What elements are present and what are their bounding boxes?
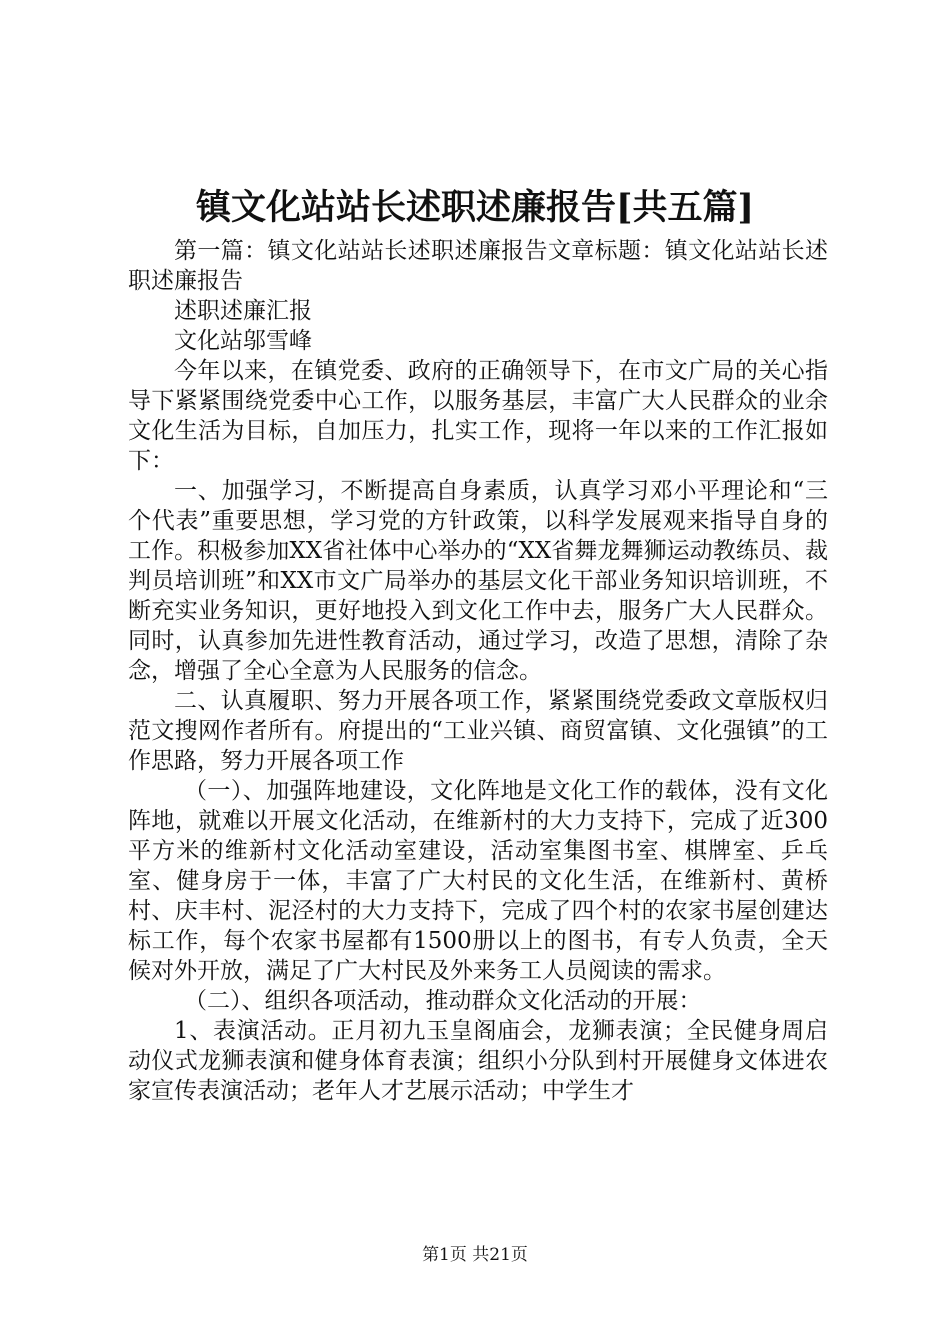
paragraph-author: 文化站邬雪峰 bbox=[174, 328, 312, 354]
document-title: 镇文化站站长述职述廉报告[共五篇] bbox=[195, 187, 755, 228]
paragraph-chapter-heading: 第一篇：镇文化站站长述职述廉报告文章标题：镇文化站站长述职述廉报告 bbox=[128, 238, 828, 294]
paragraph-report-name: 述职述廉汇报 bbox=[174, 298, 312, 324]
paragraph-subsection-2: （二）、组织各项活动，推动群众文化活动的开展： bbox=[184, 988, 702, 1014]
document-body bbox=[128, 236, 828, 1106]
paragraph-section-1: 一、加强学习，不断提高自身素质，认真学习邓小平理论和“三个代表”重要思想，学习党的方针政策，以科学发展观来指导自身的工作。积极参加XX省社体中心举办的“XX省舞龙舞狮运动教练员、裁判员培训班”和XX市文广局举办的基层文化干部业务知识培训班，不断充实业务知识，更好地投入到文化工作中去，服务广大人民群众。同时，认真参加先进性教育活动，通过学习，改造了思想，清除了杂念，增强了全心全意为人民服务的信念。 bbox=[128, 478, 828, 684]
paragraph-item-1: 1、表演活动。正月初九玉皇阁庙会，龙狮表演；全民健身周启动仪式龙狮表演和健身体育表演；组织小分队到村开展健身文体进农家宣传表演活动；老年人才艺展示活动；中学生才 bbox=[128, 1018, 828, 1104]
page-number: 第1页 共21页 bbox=[422, 1245, 528, 1265]
paragraph-intro: 今年以来，在镇党委、政府的正确领导下，在市文广局的关心指导下紧紧围绕党委中心工作，以服务基层，丰富广大人民群众的业余文化生活为目标，自加压力，扎实工作，现将一年以来的工作汇报如下： bbox=[128, 358, 828, 474]
paragraph-section-2: 二、认真履职、努力开展各项工作，紧紧围绕党委政文章版权归范文搜网作者所有。府提出的“工业兴镇、商贸富镇、文化强镇”的工作思路，努力开展各项工作 bbox=[128, 688, 828, 774]
paragraph-subsection-1: （一）、加强阵地建设，文化阵地是文化工作的载体，没有文化阵地，就难以开展文化活动，在维新村的大力支持下，完成了近300平方米的维新村文化活动室建设，活动室集图书室、棋牌室、乒乓室、健身房于一体，丰富了广大村民的文化生活，在维新村、黄桥村、庆丰村、泥泾村的大力支持下，完成了四个村的农家书屋创建达标工作，每个农家书屋都有1500册以上的图书，有专人负责，全天候对外开放，满足了广大村民及外来务工人员阅读的需求。 bbox=[128, 778, 828, 984]
